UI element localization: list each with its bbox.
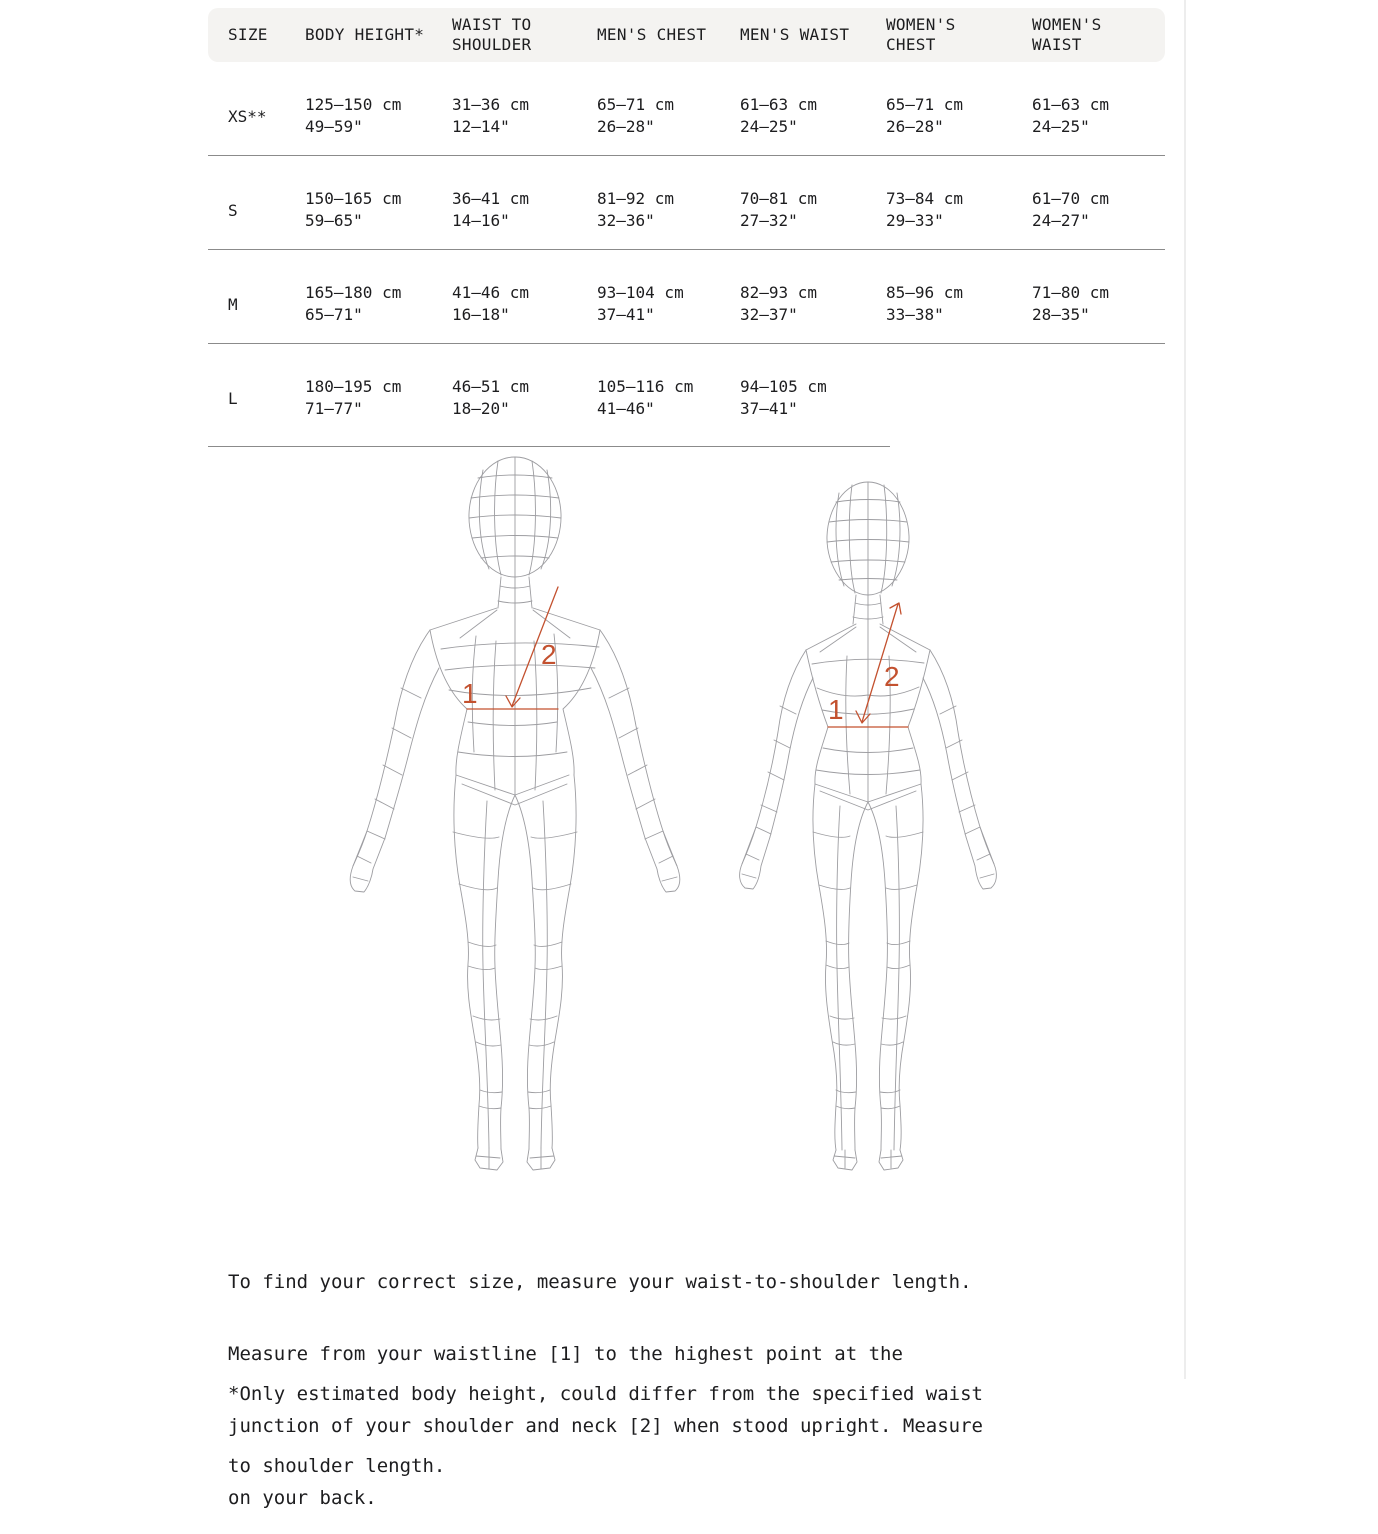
cell-body-height — [305, 282, 452, 326]
cell-mens-waist — [740, 94, 886, 138]
cell-body-height — [305, 376, 452, 420]
value-cm: 180–195 cm — [305, 377, 402, 396]
female-label-shoulder: 2 — [884, 661, 900, 692]
cell-mens-waist — [740, 282, 886, 326]
cell-womens-chest — [886, 188, 1032, 232]
value-in: 65–71" — [305, 305, 363, 324]
cell-mens-waist — [740, 188, 886, 232]
value-cm: 65–71 cm — [886, 95, 964, 114]
value-cm: 81–92 cm — [597, 189, 675, 208]
value-in: 26–28" — [886, 117, 944, 136]
cell-womens-waist — [1032, 94, 1165, 138]
value-in: 37–41" — [740, 399, 798, 418]
disclaimer-line: to shoulder length. — [228, 1455, 446, 1477]
table-row-l — [208, 344, 1165, 438]
value-in: 27–32" — [740, 211, 798, 230]
cell-mens-chest — [597, 188, 740, 232]
cell-mens-chest — [597, 282, 740, 326]
value-in: 41–46" — [597, 399, 655, 418]
cell-waist-to-shoulder — [452, 188, 597, 232]
value-in: 26–28" — [597, 117, 655, 136]
size-table — [208, 8, 1165, 438]
value-in: 49–59" — [305, 117, 363, 136]
cell-body-height — [305, 188, 452, 232]
cell-mens-chest — [597, 376, 740, 420]
male-figure-wireframe — [350, 457, 680, 1170]
value-in: 32–36" — [597, 211, 655, 230]
table-row-s — [208, 156, 1165, 250]
header-cell-mens-chest: MEN'S CHEST — [597, 25, 707, 44]
header-cell-size: SIZE — [228, 25, 268, 44]
instruction-line: Measure from your waistline [1] to the highest point at the — [228, 1343, 903, 1365]
row-size-label: XS** — [228, 107, 267, 126]
header-cell-waist-to-shoulder: WAIST TO SHOULDER — [452, 15, 532, 54]
instruction-line: on your back. — [228, 1487, 377, 1509]
row-size-label: S — [228, 201, 238, 220]
measurement-annotations — [462, 587, 908, 727]
instruction-line: To find your correct size, measure your waist-to-shoulder length. — [228, 1271, 972, 1293]
value-cm: 61–63 cm — [1032, 95, 1110, 114]
value-in: 37–41" — [597, 305, 655, 324]
male-label-shoulder: 2 — [541, 639, 557, 670]
cell-body-height — [305, 94, 452, 138]
value-cm: 31–36 cm — [452, 95, 530, 114]
value-cm: 41–46 cm — [452, 283, 530, 302]
value-cm: 61–63 cm — [740, 95, 818, 114]
table-row-xs — [208, 62, 1165, 156]
cell-womens-chest — [886, 94, 1032, 138]
value-in: 59–65" — [305, 211, 363, 230]
value-cm: 36–41 cm — [452, 189, 530, 208]
value-cm: 125–150 cm — [305, 95, 402, 114]
value-cm: 61–70 cm — [1032, 189, 1110, 208]
value-in: 71–77" — [305, 399, 363, 418]
value-in: 14–16" — [452, 211, 510, 230]
female-figure-wireframe — [740, 482, 997, 1170]
header-cell-body-height: BODY HEIGHT* — [305, 25, 425, 44]
disclaimer-line: *Only estimated body height, could differ from the specified waist — [228, 1383, 983, 1405]
value-cm: 82–93 cm — [740, 283, 818, 302]
cell-waist-to-shoulder — [452, 282, 597, 326]
header-cell-womens-chest: WOMEN'S CHEST — [886, 15, 956, 54]
row-size-label: M — [228, 295, 238, 314]
value-cm: 165–180 cm — [305, 283, 402, 302]
female-label-waist: 1 — [828, 694, 844, 725]
value-in: 32–37" — [740, 305, 798, 324]
value-in: 24–25" — [740, 117, 798, 136]
value-cm: 85–96 cm — [886, 283, 964, 302]
value-in: 24–27" — [1032, 211, 1090, 230]
header-cell-womens-waist: WOMEN'S WAIST — [1032, 15, 1102, 54]
cell-waist-to-shoulder — [452, 376, 597, 420]
value-cm: 46–51 cm — [452, 377, 530, 396]
value-in: 12–14" — [452, 117, 510, 136]
table-header — [208, 8, 1165, 62]
value-cm: 93–104 cm — [597, 283, 684, 302]
value-cm: 94–105 cm — [740, 377, 827, 396]
value-in: 33–38" — [886, 305, 944, 324]
value-cm: 71–80 cm — [1032, 283, 1110, 302]
mannequin-figures — [330, 440, 1030, 1180]
page-edge-divider — [1184, 0, 1186, 1379]
value-in: 24–25" — [1032, 117, 1090, 136]
value-in: 16–18" — [452, 305, 510, 324]
cell-mens-chest — [597, 94, 740, 138]
male-label-waist: 1 — [462, 678, 478, 709]
value-cm: 150–165 cm — [305, 189, 402, 208]
mannequin-svg — [330, 440, 1030, 1180]
value-cm: 105–116 cm — [597, 377, 694, 396]
cell-womens-chest — [886, 282, 1032, 326]
value-in: 29–33" — [886, 211, 944, 230]
row-size-label: L — [228, 389, 238, 408]
cell-waist-to-shoulder — [452, 94, 597, 138]
value-cm: 73–84 cm — [886, 189, 964, 208]
instruction-line: junction of your shoulder and neck [2] when stood upright. Measure — [228, 1415, 983, 1437]
cell-mens-waist — [740, 376, 886, 420]
value-cm: 65–71 cm — [597, 95, 675, 114]
cell-womens-waist — [1032, 188, 1165, 232]
cell-womens-waist — [1032, 282, 1165, 326]
value-cm: 70–81 cm — [740, 189, 818, 208]
table-row-m — [208, 250, 1165, 344]
value-in: 18–20" — [452, 399, 510, 418]
header-cell-mens-waist: MEN'S WAIST — [740, 25, 850, 44]
value-in: 28–35" — [1032, 305, 1090, 324]
height-disclaimer — [228, 1334, 1058, 1502]
